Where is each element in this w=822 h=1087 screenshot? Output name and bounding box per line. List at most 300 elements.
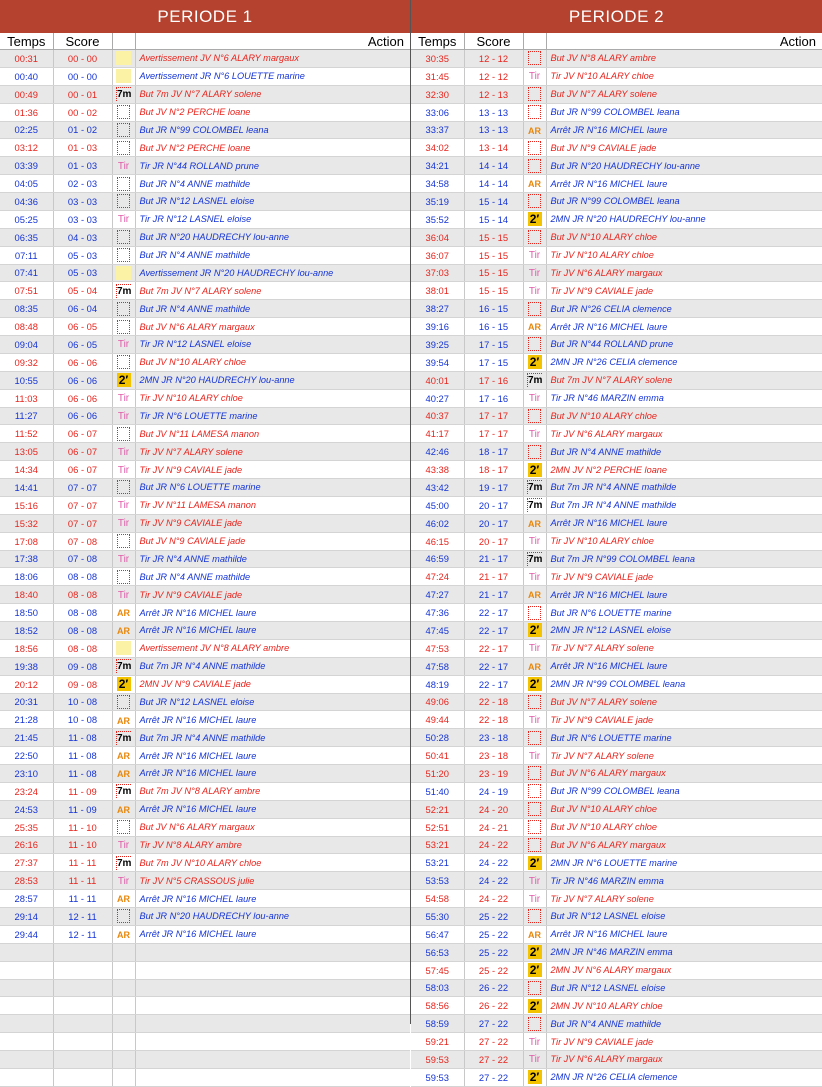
event-row [0,532,410,550]
event-icon-cell [112,228,135,246]
event-action [135,943,410,961]
save-icon: AR [528,930,541,941]
goal-icon [528,194,541,208]
shot-icon: Tir [528,393,541,405]
event-score: 03 - 03 [53,210,112,228]
event-action: But JR N°26 CELIA clemence [546,300,822,318]
event-icon-cell [112,729,135,747]
event-row [0,121,410,139]
event-time: 48:19 [411,675,464,693]
event-score: 21 - 17 [464,568,523,586]
shot-icon: Tir [528,428,541,440]
event-row [411,1033,822,1051]
event-row [411,353,822,371]
event-score: 06 - 07 [53,443,112,461]
shot-icon: Tir [117,518,130,530]
event-score [53,1068,112,1086]
event-row [0,389,410,407]
event-time: 19:38 [0,657,53,675]
shot-icon: Tir [528,536,541,548]
event-score: 23 - 18 [464,747,523,765]
event-score: 27 - 22 [464,1051,523,1069]
event-row [0,782,410,800]
goal-icon [117,427,130,441]
warning-card-icon [116,69,131,83]
save-icon: AR [117,930,130,941]
event-time: 23:24 [0,782,53,800]
event-icon-cell [112,1068,135,1086]
event-icon-cell [112,586,135,604]
event-action: Arrêt JR N°16 MICHEL laure [546,175,822,193]
event-row [411,765,822,783]
event-icon-cell [112,139,135,157]
event-time: 47:36 [411,604,464,622]
event-icon-cell [112,622,135,640]
event-icon-cell [112,550,135,568]
event-icon-cell [523,282,546,300]
event-score: 17 - 15 [464,336,523,354]
event-row [411,568,822,586]
event-row [0,282,410,300]
event-action: Arrêt JR N°16 MICHEL laure [546,657,822,675]
event-row [411,586,822,604]
event-score: 24 - 22 [464,854,523,872]
event-action: But 7m JR N°99 COLOMBEL leana [546,550,822,568]
event-icon-cell [523,1051,546,1069]
event-time: 50:41 [411,747,464,765]
goal-icon [528,909,541,923]
event-time: 18:40 [0,586,53,604]
event-row [411,532,822,550]
event-icon-cell [112,193,135,211]
event-score: 24 - 22 [464,890,523,908]
event-score [53,979,112,997]
seven-meter-icon: 7m [117,661,132,673]
event-row [0,925,410,943]
event-score: 26 - 22 [464,997,523,1015]
seven-meter-icon: 7m [117,732,132,744]
event-row [411,657,822,675]
event-score: 25 - 22 [464,925,523,943]
event-icon-cell [112,282,135,300]
save-icon: AR [117,894,130,905]
event-action: Tir JV N°6 ALARY margaux [546,1051,822,1069]
event-score: 24 - 21 [464,818,523,836]
event-time: 34:58 [411,175,464,193]
event-row [411,943,822,961]
event-icon-cell [112,318,135,336]
event-icon-cell [112,782,135,800]
shot-icon: Tir [117,214,130,226]
event-score: 27 - 22 [464,1068,523,1086]
event-icon-cell [523,264,546,282]
seven-meter-icon: 7m [528,553,543,565]
event-time: 25:35 [0,818,53,836]
event-time: 53:21 [411,836,464,854]
event-row [411,729,822,747]
event-time: 18:50 [0,604,53,622]
event-row [0,139,410,157]
event-row [0,175,410,193]
event-score: 06 - 07 [53,461,112,479]
event-score: 15 - 15 [464,246,523,264]
event-score: 06 - 04 [53,300,112,318]
event-action: But JR N°4 ANNE mathilde [135,300,410,318]
event-row [0,1051,410,1069]
event-time: 17:38 [0,550,53,568]
event-icon-cell [523,175,546,193]
event-row [411,461,822,479]
event-score: 08 - 08 [53,604,112,622]
event-icon-cell [112,854,135,872]
event-action: But JV N°10 ALARY chloe [546,800,822,818]
event-action: Arrêt JR N°16 MICHEL laure [135,747,410,765]
seven-meter-icon: 7m [117,89,132,101]
event-score: 18 - 17 [464,461,523,479]
event-time: 35:19 [411,193,464,211]
event-row [411,228,822,246]
event-time: 39:25 [411,336,464,354]
event-row [0,336,410,354]
save-icon: AR [117,769,130,780]
event-action: Tir JV N°9 CAVIALE jade [135,586,410,604]
event-icon-cell [112,604,135,622]
event-icon-cell [523,872,546,890]
event-icon-cell [112,425,135,443]
event-row [0,675,410,693]
event-action: 2MN JV N°10 ALARY chloe [546,997,822,1015]
event-row [0,514,410,532]
event-score: 14 - 14 [464,175,523,193]
event-icon-cell [112,496,135,514]
event-time: 52:21 [411,800,464,818]
event-row [0,300,410,318]
event-action: Avertissement JR N°20 HAUDRECHY lou-anne [135,264,410,282]
event-score: 22 - 17 [464,639,523,657]
event-action: 2MN JR N°20 HAUDRECHY lou-anne [546,210,822,228]
event-row [411,371,822,389]
event-score: 24 - 22 [464,872,523,890]
event-time: 47:53 [411,639,464,657]
event-score: 11 - 08 [53,747,112,765]
event-icon-cell [112,693,135,711]
event-time: 11:27 [0,407,53,425]
event-row [0,693,410,711]
event-icon-cell [523,353,546,371]
two-minute-icon: 2′ [528,1070,542,1084]
two-minute-icon: 2′ [528,463,542,477]
event-icon-cell [523,228,546,246]
shot-icon: Tir [117,839,130,851]
event-time: 52:51 [411,818,464,836]
event-icon-cell [523,532,546,550]
event-score [53,943,112,961]
goal-icon [117,820,130,834]
event-action: But JR N°12 LASNEL eloise [546,908,822,926]
event-icon-cell [523,854,546,872]
event-action: 2MN JV N°9 CAVIALE jade [135,675,410,693]
event-icon-cell [112,210,135,228]
event-action: But JR N°4 ANNE mathilde [135,246,410,264]
event-action: Tir JV N°7 ALARY solene [135,443,410,461]
goal-icon [528,141,541,155]
event-action: But JV N°6 ALARY margaux [546,836,822,854]
event-time [0,961,53,979]
event-score: 15 - 14 [464,210,523,228]
event-score: 04 - 03 [53,228,112,246]
event-row [0,50,410,68]
event-action: Tir JV N°9 CAVIALE jade [135,461,410,479]
score-column-header: Score [464,33,523,50]
event-icon-cell [112,389,135,407]
event-action: Tir JR N°4 ANNE mathilde [135,550,410,568]
event-icon-cell [523,782,546,800]
event-icon-cell [523,461,546,479]
event-time: 47:24 [411,568,464,586]
event-action: 2MN JR N°12 LASNEL eloise [546,622,822,640]
goal-icon [117,123,130,137]
event-row [411,639,822,657]
event-icon-cell [523,747,546,765]
goal-icon [117,909,130,923]
event-time: 36:07 [411,246,464,264]
event-row [411,782,822,800]
event-score: 00 - 00 [53,50,112,68]
event-icon-cell [523,961,546,979]
event-score: 19 - 17 [464,479,523,497]
event-action: But JR N°20 HAUDRECHY lou-anne [135,908,410,926]
seven-meter-icon: 7m [528,482,543,494]
event-icon-cell [523,997,546,1015]
two-minute-icon: 2′ [528,963,542,977]
events-table [0,33,410,1087]
event-action: But JV N°7 ALARY solene [546,85,822,103]
event-action: But JV N°2 PERCHE loane [135,103,410,121]
goal-icon [528,606,541,620]
event-action: Tir JV N°10 ALARY chloe [546,67,822,85]
event-score: 07 - 07 [53,514,112,532]
event-action [135,1068,410,1086]
event-score: 05 - 04 [53,282,112,300]
event-time: 05:25 [0,210,53,228]
event-action: But 7m JR N°4 ANNE mathilde [135,657,410,675]
shot-icon: Tir [117,553,130,565]
event-action: But JV N°8 ALARY ambre [546,50,822,68]
event-time: 09:32 [0,353,53,371]
event-time: 07:11 [0,246,53,264]
event-score: 10 - 08 [53,711,112,729]
seven-meter-icon: 7m [117,285,132,297]
event-action: But JV N°2 PERCHE loane [135,139,410,157]
event-action: Arrêt JR N°16 MICHEL laure [546,121,822,139]
event-action: Tir JV N°6 ALARY margaux [546,264,822,282]
event-row [0,711,410,729]
goal-icon [528,784,541,798]
event-icon-cell [112,514,135,532]
event-row [411,389,822,407]
event-time: 14:34 [0,461,53,479]
two-minute-icon: 2′ [528,945,542,959]
event-row [0,765,410,783]
event-time: 47:58 [411,657,464,675]
event-icon-cell [523,1033,546,1051]
event-action: But JV N°7 ALARY solene [546,693,822,711]
event-action: Tir JV N°9 CAVIALE jade [546,282,822,300]
event-time: 53:21 [411,854,464,872]
event-icon-cell [523,711,546,729]
event-score: 09 - 08 [53,657,112,675]
event-row [411,997,822,1015]
event-icon-cell [112,568,135,586]
save-icon: AR [528,179,541,190]
event-score: 00 - 00 [53,67,112,85]
event-icon-cell [112,675,135,693]
event-row [411,747,822,765]
event-row [411,925,822,943]
save-icon: AR [528,322,541,333]
event-action: Tir JR N°44 ROLLAND prune [135,157,410,175]
event-time: 47:27 [411,586,464,604]
goal-icon [117,302,130,316]
event-row [411,210,822,228]
event-score: 13 - 14 [464,139,523,157]
event-row [411,336,822,354]
goal-icon [528,409,541,423]
time-column-header: Temps [0,33,53,50]
event-icon-cell [112,961,135,979]
header-row [0,33,410,50]
event-row [411,675,822,693]
event-time: 59:21 [411,1033,464,1051]
event-time: 14:41 [0,479,53,497]
event-score: 00 - 02 [53,103,112,121]
event-time: 59:53 [411,1068,464,1086]
event-time: 02:25 [0,121,53,139]
event-score: 22 - 17 [464,657,523,675]
event-time: 58:56 [411,997,464,1015]
event-time: 58:59 [411,1015,464,1033]
event-icon-cell [112,353,135,371]
event-action: Tir JV N°8 ALARY ambre [135,836,410,854]
event-icon-cell [523,443,546,461]
event-action: Arrêt JR N°16 MICHEL laure [135,925,410,943]
event-time: 11:52 [0,425,53,443]
event-action [135,961,410,979]
event-time: 10:55 [0,371,53,389]
event-icon-cell [523,121,546,139]
shot-icon: Tir [528,1054,541,1066]
event-action [135,1051,410,1069]
event-icon-cell [523,568,546,586]
event-icon-cell [523,193,546,211]
event-icon-cell [523,800,546,818]
event-time: 55:30 [411,908,464,926]
goal-icon [117,177,130,191]
event-icon-cell [523,908,546,926]
event-score: 14 - 14 [464,157,523,175]
two-minute-icon: 2′ [117,373,131,387]
event-time: 37:03 [411,264,464,282]
event-time [0,943,53,961]
event-icon-cell [523,514,546,532]
event-icon-cell [523,604,546,622]
goal-icon [117,105,130,119]
event-action: But JV N°10 ALARY chloe [546,818,822,836]
goal-icon [117,230,130,244]
event-row [411,604,822,622]
event-action: But JV N°6 ALARY margaux [546,765,822,783]
event-row [411,979,822,997]
event-icon-cell [523,729,546,747]
event-score: 11 - 10 [53,836,112,854]
event-score: 25 - 22 [464,961,523,979]
event-row [411,175,822,193]
event-icon-cell [523,246,546,264]
event-score: 03 - 03 [53,193,112,211]
event-row [0,371,410,389]
event-action: Avertissement JV N°6 ALARY margaux [135,50,410,68]
event-time: 57:45 [411,961,464,979]
goal-icon [117,248,130,262]
event-row [411,300,822,318]
event-score: 12 - 12 [464,50,523,68]
two-minute-icon: 2′ [528,999,542,1013]
goal-icon [117,194,130,208]
event-time: 58:03 [411,979,464,997]
event-action: But JR N°99 COLOMBEL leana [546,193,822,211]
event-score: 11 - 11 [53,854,112,872]
event-time: 22:50 [0,747,53,765]
event-action: But 7m JV N°7 ALARY solene [546,371,822,389]
event-icon-cell [523,318,546,336]
event-icon-cell [112,1051,135,1069]
action-column-header: Action [546,33,822,50]
event-action: But 7m JV N°7 ALARY solene [135,282,410,300]
goal-icon [528,838,541,852]
event-icon-cell [112,943,135,961]
event-icon-cell [523,925,546,943]
event-time: 54:58 [411,890,464,908]
shot-icon: Tir [117,410,130,422]
shot-icon: Tir [528,750,541,762]
event-row [0,353,410,371]
event-row [0,639,410,657]
event-action: Avertissement JV N°8 ALARY ambre [135,639,410,657]
event-row [0,872,410,890]
event-icon-cell [523,693,546,711]
event-icon-cell [112,50,135,68]
event-row [0,961,410,979]
event-icon-cell [112,371,135,389]
event-action: Tir JV N°5 CRASSOUS julie [135,872,410,890]
event-time: 43:38 [411,461,464,479]
event-action: But JV N°10 ALARY chloe [546,228,822,246]
shot-icon: Tir [117,446,130,458]
shot-icon: Tir [528,643,541,655]
event-row [0,443,410,461]
event-action: But 7m JR N°4 ANNE mathilde [546,496,822,514]
event-row [0,157,410,175]
event-time: 43:42 [411,479,464,497]
event-action [135,979,410,997]
event-icon-cell [112,300,135,318]
event-action: Tir JV N°6 ALARY margaux [546,425,822,443]
action-column-header: Action [135,33,410,50]
event-time: 34:21 [411,157,464,175]
events-table [411,33,822,1087]
event-row [0,318,410,336]
event-action: Arrêt JR N°16 MICHEL laure [135,890,410,908]
